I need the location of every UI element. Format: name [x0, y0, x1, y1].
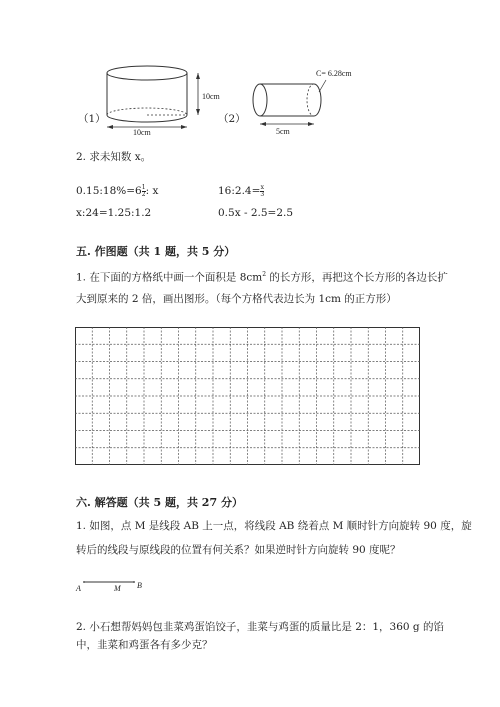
point-m-label: M	[114, 584, 121, 593]
fig2-number: （2）	[218, 113, 246, 125]
equation-1	[76, 184, 158, 198]
section5-q1-tail: 的长方形，再把这个长方形的各边长扩	[266, 271, 448, 284]
grid-paper[interactable]	[75, 327, 420, 465]
point-a-label: A	[76, 584, 81, 593]
fraction-denominator: 3	[260, 190, 265, 198]
equation-3: x:24=1.25:1.2	[76, 207, 152, 219]
horizontal-cylinder-figure	[240, 72, 370, 132]
fig1-width-label: 10cm	[133, 128, 151, 137]
section5-q1-line1	[76, 268, 448, 285]
fig1-number: （1）	[78, 113, 106, 125]
grid-lines	[75, 327, 420, 465]
section5-heading: 五. 作图题（共 1 题，共 5 分）	[76, 245, 236, 258]
equation-1-text: 0.15:18%=6	[76, 185, 142, 197]
fraction-denominator: 2	[141, 190, 146, 198]
equation-1-tail: : x	[145, 185, 159, 197]
segment-ab-figure	[80, 578, 140, 590]
q2-title: 2. 求未知数 x。	[76, 151, 152, 163]
section5-q1-line2: 大到原来的 2 倍，画出图形。（每个方格代表边长为 1cm 的正方形）	[76, 293, 397, 305]
fraction-numerator: 1	[141, 183, 146, 191]
fraction-numerator: x	[260, 183, 265, 191]
section6-q2-line1: 2. 小石想帮妈妈包韭菜鸡蛋馅饺子，韭菜与鸡蛋的质量比是 2：1，360 g 的馅	[76, 621, 444, 633]
equation-2-text: 16:2.4=	[218, 185, 261, 197]
section6-q1-line1: 1. 如图，点 M 是线段 AB 上一点，将线段 AB 绕着点 M 顺时针方向旋转 90 度，旋	[76, 520, 472, 532]
superscript-two: 2	[262, 271, 267, 278]
section5-q1-text: 1. 在下面的方格纸中画一个面积是 8cm	[76, 271, 263, 284]
fig2-length-label: 5cm	[276, 127, 290, 136]
equation-2	[218, 184, 264, 198]
fig1-height-label: 10cm	[202, 92, 220, 101]
section6-q1-line2: 转后的线段与原线段的位置有何关系？如果逆时针方向旋转 90 度呢？	[76, 544, 401, 556]
section6-heading: 六. 解答题（共 5 题，共 27 分）	[76, 496, 243, 509]
point-b-label: B	[137, 581, 142, 590]
equation-4: 0.5x - 2.5=2.5	[218, 207, 294, 219]
equation-2-fraction	[260, 185, 264, 198]
fig2-circumference-label: C= 6.28cm	[316, 69, 352, 78]
section6-q2-line2: 中，韭菜和鸡蛋各有多少克？	[76, 639, 213, 651]
